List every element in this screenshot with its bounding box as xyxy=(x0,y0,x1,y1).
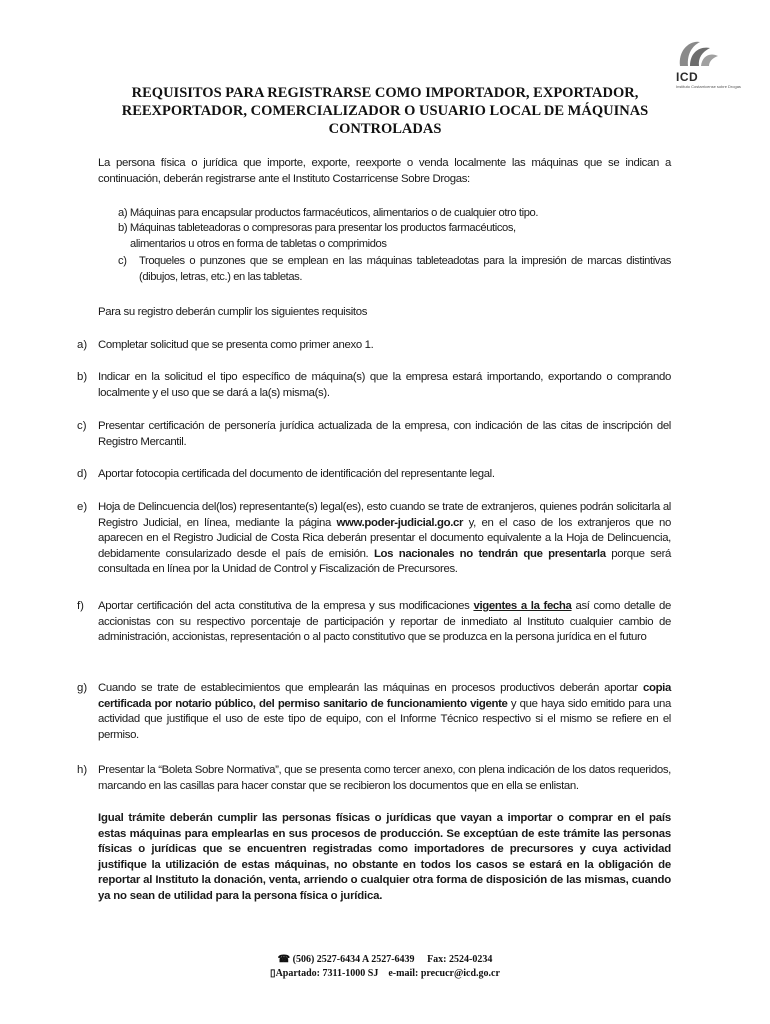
req-h-marker: h) xyxy=(77,764,88,776)
intro-paragraph: La persona física o jurídica que importe, exporte, reexporte o venda localmente las máquinas que se indican a continuación, deberán registrarse ante el Instituto Costarricense Sobre Drogas: xyxy=(98,157,671,185)
machine-item-b: b) Máquinas tableteadoras o compresoras para presentar los productos farmacéuticos, xyxy=(118,222,516,234)
req-b-marker: b) xyxy=(77,371,88,383)
req-e-text: Hoja de Delincuencia del(los) representante(s) legal(es), esto cuando se trate de extranjeros, quienes podrán solicitarla al Registro Judicial, en línea, mediante la página www.poder-judicial.go.cr y, en el caso de los extranjeros que no aparecen en el Registro Judicial de Costa Rica deberán presentar el documento equivalente a la Hoja de Delincuencia, debidamente consularizado desde el país de emisión. Los nacionales no tendrán que presentarla porque será consultada en línea por la Unidad de Control y Fiscalización de Precursores. xyxy=(98,501,671,575)
req-f-text: Aportar certificación del acta constitutiva de la empresa y sus modificaciones vigentes a la fecha así como detalle de accionistas con su respectivo porcentaje de participación y reportar de inmediato al Instituto cualquier cambio de administración, accionistas, representación o al pacto constitutivo que se produzca en la persona jurídica en el futuro xyxy=(98,600,671,643)
logo-subtext: Instituto Costarricense sobre Drogas xyxy=(676,84,741,89)
footer-phone: (506) 2527-6434 A 2527-6439 xyxy=(292,954,415,965)
footer-email[interactable]: e-mail: precucr@icd.go.cr xyxy=(388,968,500,979)
final-note: Igual trámite deberán cumplir las personas físicas o jurídicas que vayan a importar o comprar en el país estas máquinas para emplearlas en sus procesos de producción. Se exceptúan de este trámite las personas físicas o jurídicas que se encuentren registradas como importadores de precursores y cuya actividad justifique la utilización de estas máquinas, no obstante en todos los casos se estará en la obligación de reportar al Instituto la donación, venta, arriendo o cualquier otra forma de disposición de las mismas, cuando ya no sean de utilidad para la persona física o jurídica. xyxy=(98,812,671,902)
machine-item-b-cont: alimentarios u otros en forma de tabletas o comprimidos xyxy=(130,238,387,250)
req-e-marker: e) xyxy=(77,501,88,513)
machine-item-c: Troqueles o punzones que se emplean en las máquinas tableteadotas para la impresión de marcas distintivas (dibujos, letras, etc.) en las tabletas. xyxy=(139,255,671,283)
page-title: REQUISITOS PARA REGISTRARSE COMO IMPORTADOR, EXPORTADOR, REEXPORTADOR, COMERCIALIZADOR O USUARIO LOCAL DE MÁQUINAS CONTROLADAS xyxy=(121,85,649,137)
req-b-text: Indicar en la solicitud el tipo específico de máquina(s) que la empresa estará importando, exportando o comprando localmente y el uso que se dará a la(s) misma(s). xyxy=(98,371,671,399)
req-d-marker: d) xyxy=(77,468,88,480)
phone-icon: ☎ xyxy=(277,954,291,965)
req-c-marker: c) xyxy=(77,420,87,432)
req-a-text: Completar solicitud que se presenta como primer anexo 1. xyxy=(98,339,374,351)
req-h-text: Presentar la “Boleta Sobre Normativa”, que se presenta como tercer anexo, con plena indicación de los datos requeridos, marcando en las casillas para hacer constar que se recibieron los documentos que en ella se enlistan. xyxy=(98,764,671,792)
req-c-text: Presentar certificación de personería jurídica actualizada de la empresa, con indicación de las citas de inscripción del Registro Mercantil. xyxy=(98,420,671,448)
machine-item-c-marker: c) xyxy=(118,255,127,267)
req-g-marker: g) xyxy=(77,682,88,694)
footer-contact xyxy=(0,954,770,965)
footer-fax: Fax: 2524-0234 xyxy=(427,954,493,965)
logo-text: ICD xyxy=(676,70,699,84)
req-f-marker: f) xyxy=(77,600,84,612)
judicial-link[interactable]: www.poder-judicial.go.cr xyxy=(336,516,464,529)
req-g-text: Cuando se trate de establecimientos que emplearán las máquinas en procesos productivos deberán aportar copia certificada por notario público, del permiso sanitario de funcionamiento vigente y que haya sido emitido para una actividad que justifique el uso de este tipo de equipo, con el Informe Técnico respectivo si el mismo se refiere en el permiso. xyxy=(98,682,671,741)
machine-item-a: a) Máquinas para encapsular productos farmacéuticos, alimentarios o de cualquier otro tipo. xyxy=(118,207,539,219)
req-a-marker: a) xyxy=(77,339,88,351)
mailbox-icon: ▯ xyxy=(270,968,276,979)
footer-address xyxy=(0,968,770,979)
req-d-text: Aportar fotocopia certificada del documento de identificación del representante legal. xyxy=(98,468,495,480)
requirements-intro: Para su registro deberán cumplir los siguientes requisitos xyxy=(98,306,368,318)
footer-po-box: Apartado: 7311-1000 SJ xyxy=(275,968,379,979)
